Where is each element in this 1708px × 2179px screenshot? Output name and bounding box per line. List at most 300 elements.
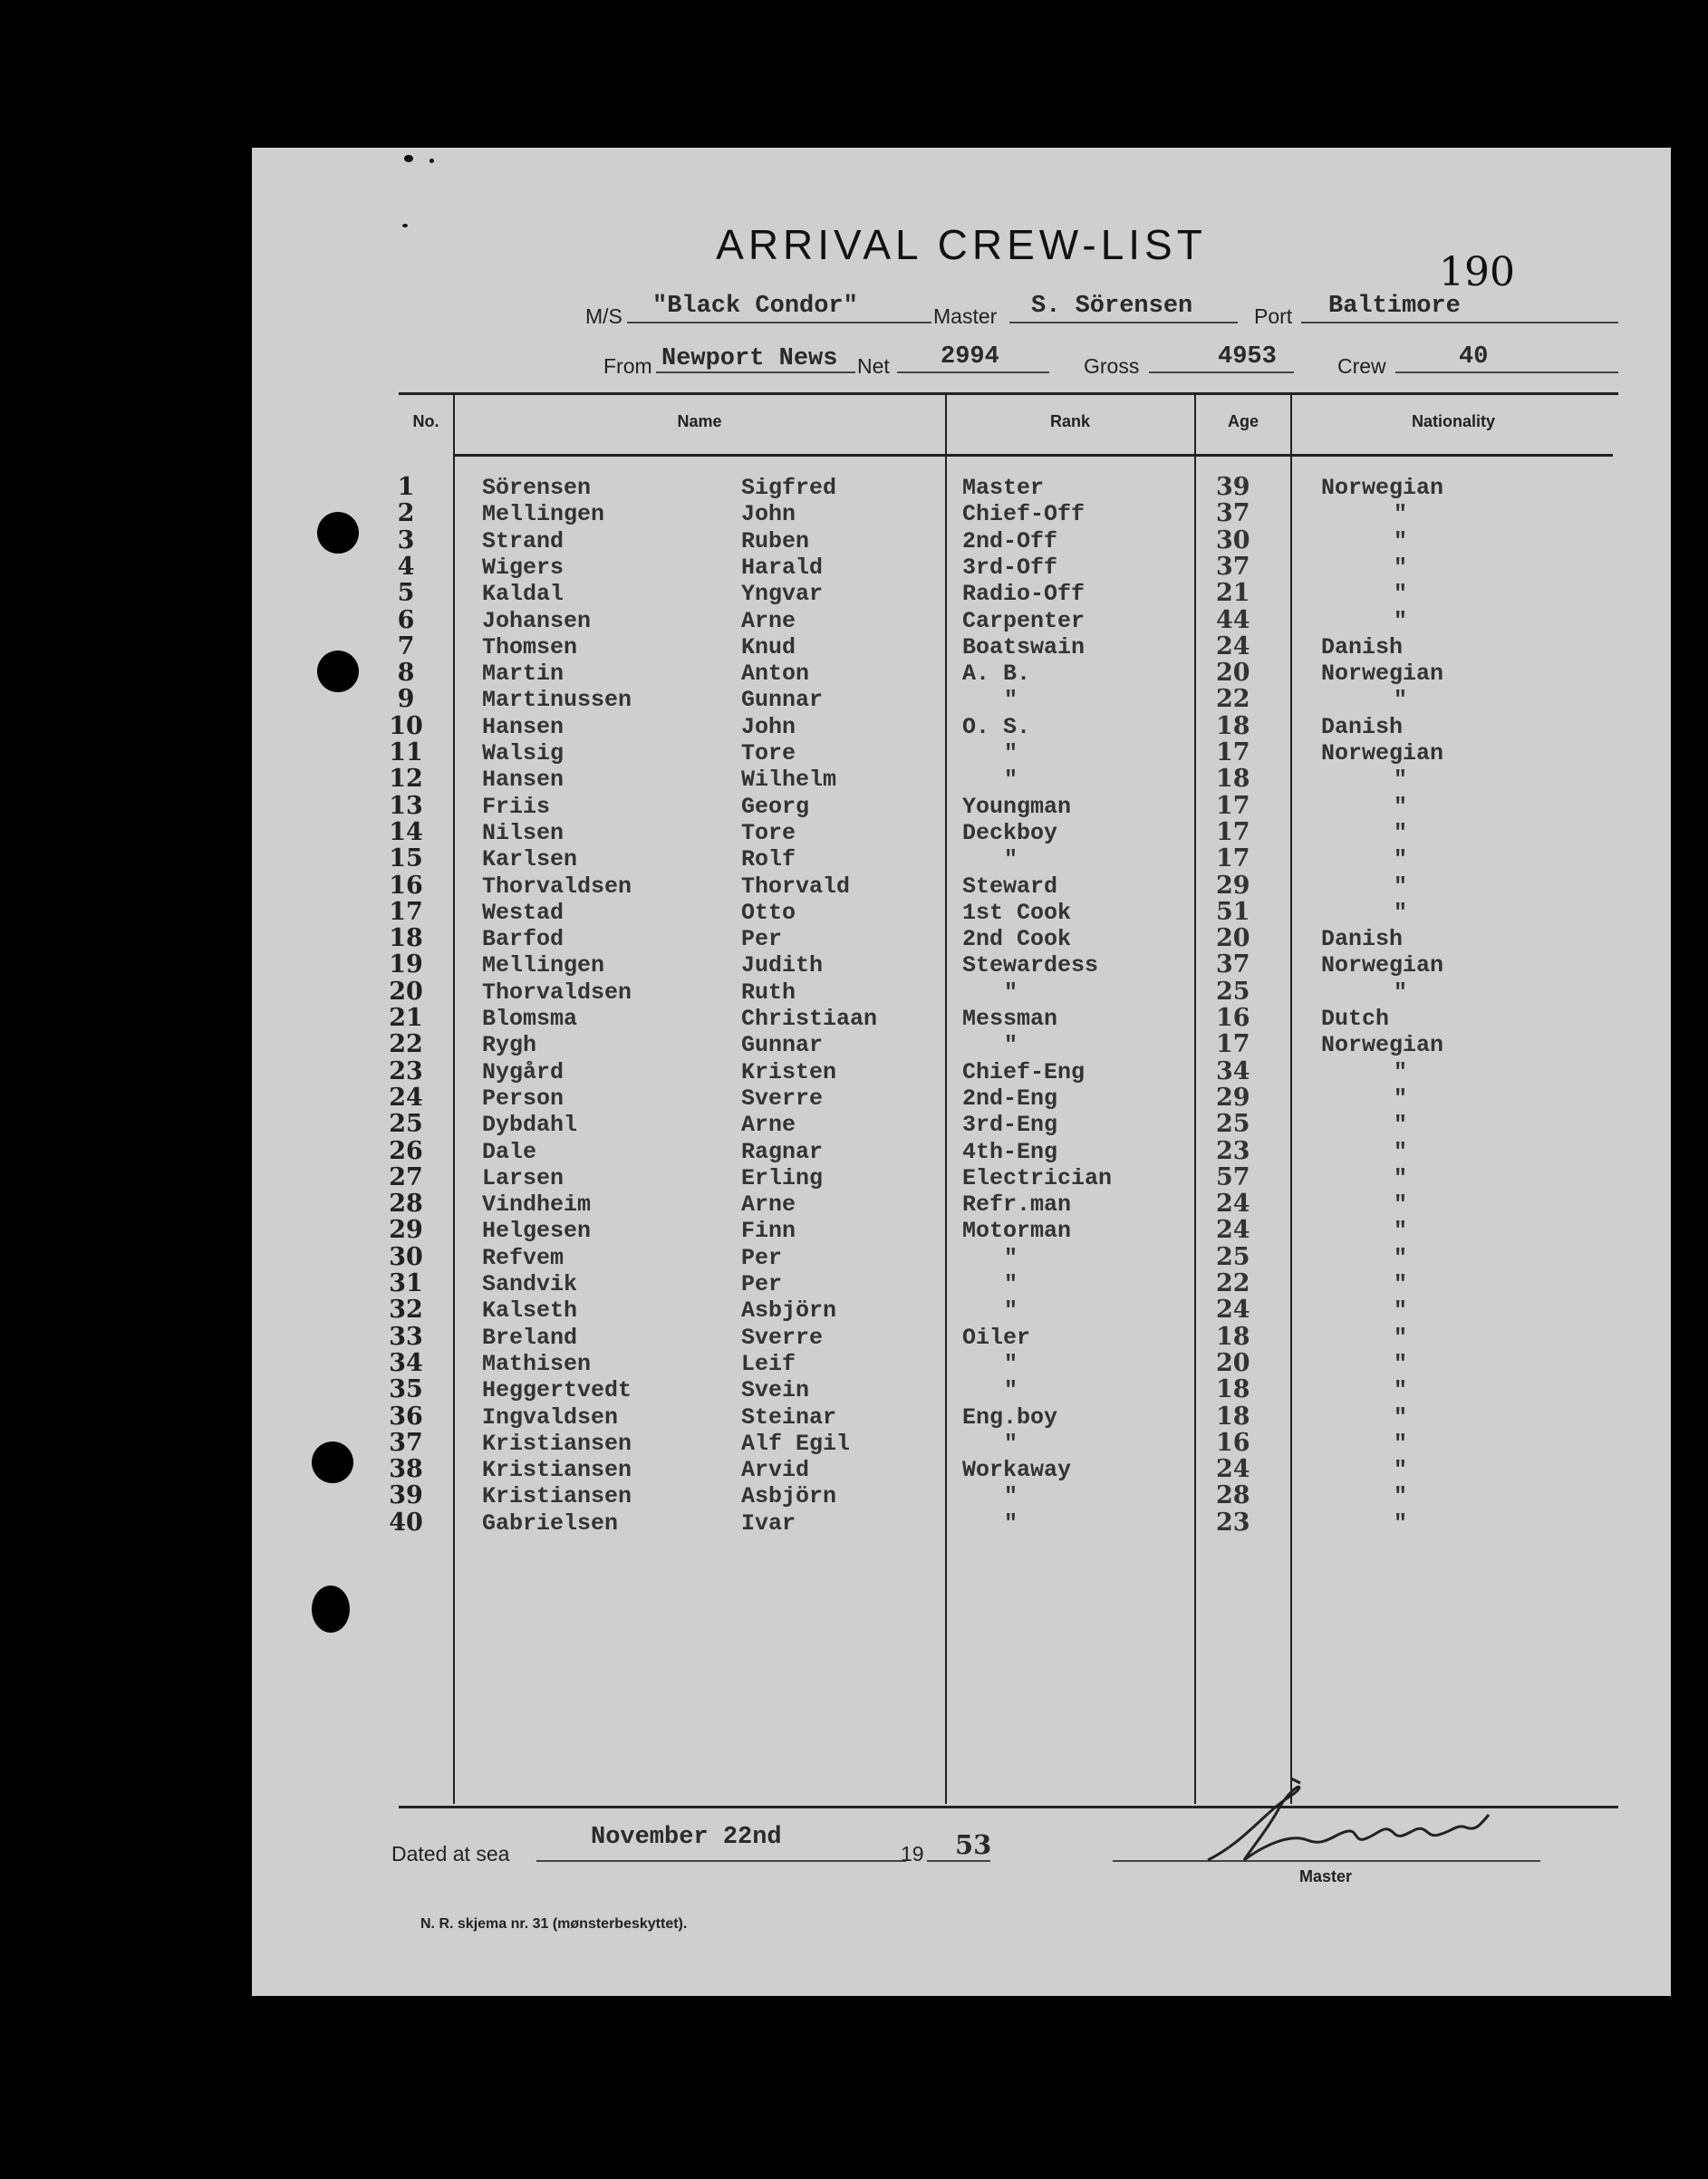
crew-surname: Karlsen xyxy=(482,846,578,873)
crew-surname: Friis xyxy=(482,793,551,820)
crew-row xyxy=(252,1110,1671,1139)
crew-rank: Messman xyxy=(962,1006,1058,1032)
row-number: 21 xyxy=(389,1004,423,1032)
crew-rank: Radio-Off xyxy=(962,581,1086,608)
crew-given-name: Erling xyxy=(741,1164,824,1191)
crew-given-name: Finn xyxy=(741,1218,796,1245)
crew-given-name: Georg xyxy=(741,793,810,820)
crew-surname: Hansen xyxy=(482,767,565,794)
crew-row xyxy=(252,1030,1671,1059)
master-signature xyxy=(1190,1760,1498,1878)
crew-rank: 2nd-Off xyxy=(962,527,1058,554)
crew-row xyxy=(252,712,1671,738)
crew-value: 40 xyxy=(1459,343,1489,371)
crew-row xyxy=(252,1349,1671,1375)
crew-given-name: Alf Egil xyxy=(741,1430,851,1457)
crew-nationality: " xyxy=(1394,1509,1408,1537)
crew-nationality: Danish xyxy=(1321,633,1404,660)
gross-label: Gross xyxy=(1084,354,1140,378)
crew-nationality: Norwegian xyxy=(1321,1032,1444,1059)
row-number: 33 xyxy=(389,1322,423,1351)
crew-surname: Kaldal xyxy=(482,581,565,608)
crew-age: 17 xyxy=(1216,844,1250,873)
crew-age: 24 xyxy=(1216,1455,1250,1484)
net-value: 2994 xyxy=(941,343,999,371)
crew-nationality: " xyxy=(1394,607,1408,634)
crew-nationality: Norwegian xyxy=(1321,660,1444,688)
crew-nationality: " xyxy=(1394,581,1408,608)
crew-rank: Stewardess xyxy=(962,952,1099,979)
crew-row xyxy=(252,1296,1671,1325)
crew-row xyxy=(252,924,1671,953)
crew-nationality: Danish xyxy=(1321,926,1404,953)
crew-row xyxy=(252,579,1671,608)
crew-nationality: " xyxy=(1394,1191,1408,1219)
crew-given-name: Otto xyxy=(741,899,796,926)
crew-rank: Boatswain xyxy=(962,633,1086,660)
crew-given-name: Arne xyxy=(741,607,796,634)
crew-rank: " xyxy=(1004,687,1018,714)
master-line xyxy=(1009,322,1238,323)
crew-row xyxy=(252,1004,1671,1030)
crew-nationality: " xyxy=(1394,1377,1408,1404)
crew-nationality: " xyxy=(1394,1297,1408,1325)
crew-surname: Martin xyxy=(482,660,565,688)
crew-rank: Refr.man xyxy=(962,1191,1072,1219)
crew-row xyxy=(252,765,1671,794)
row-number: 14 xyxy=(389,817,423,846)
crew-surname: Walsig xyxy=(482,740,565,767)
crew-rank: A. B. xyxy=(962,660,1031,688)
row-number: 28 xyxy=(389,1190,423,1219)
crew-row xyxy=(252,632,1671,659)
crew-age: 24 xyxy=(1216,1216,1250,1245)
crew-row xyxy=(252,1269,1671,1296)
table-top-rule xyxy=(399,392,1618,395)
crew-rank: 2nd-Eng xyxy=(962,1085,1058,1112)
crew-age: 18 xyxy=(1216,1402,1250,1431)
crew-surname: Vindheim xyxy=(482,1191,592,1219)
crew-nationality: " xyxy=(1394,1085,1408,1112)
punch-hole xyxy=(312,1441,353,1483)
row-number: 11 xyxy=(389,738,423,767)
crew-surname: Nygård xyxy=(482,1058,565,1085)
crew-given-name: Tore xyxy=(741,819,796,846)
crew-age: 25 xyxy=(1216,977,1250,1006)
crew-surname: Kalseth xyxy=(482,1297,578,1325)
crew-given-name: Anton xyxy=(741,660,810,688)
crew-row xyxy=(252,499,1671,528)
crew-rank: Deckboy xyxy=(962,819,1058,846)
crew-row xyxy=(252,553,1671,579)
crew-given-name: Arne xyxy=(741,1112,796,1139)
crew-row xyxy=(252,950,1671,977)
row-number: 16 xyxy=(389,871,423,900)
crew-given-name: Gunnar xyxy=(741,1032,824,1059)
crew-surname: Kristiansen xyxy=(482,1483,632,1510)
crew-given-name: Judith xyxy=(741,952,824,979)
row-number: 5 xyxy=(397,579,415,608)
row-number: 38 xyxy=(389,1455,423,1484)
crew-nationality: " xyxy=(1394,1218,1408,1245)
crew-rank: 2nd Cook xyxy=(962,926,1072,953)
crew-surname: Martinussen xyxy=(482,687,632,714)
crew-nationality: " xyxy=(1394,979,1408,1006)
crew-nationality: " xyxy=(1394,899,1408,926)
crew-given-name: Tore xyxy=(741,740,796,767)
crew-row xyxy=(252,818,1671,844)
crew-rank: Eng.boy xyxy=(962,1403,1058,1431)
crew-row xyxy=(252,1323,1671,1349)
crew-row xyxy=(252,872,1671,898)
crew-age: 37 xyxy=(1216,552,1250,581)
document-title: ARRIVAL CREW-LIST xyxy=(716,221,1207,268)
crew-row xyxy=(252,898,1671,924)
crew-nationality: " xyxy=(1394,767,1408,794)
crew-age: 24 xyxy=(1216,632,1250,660)
gross-line xyxy=(1149,371,1294,373)
crew-surname: Thorvaldsen xyxy=(482,979,632,1006)
crew-nationality: " xyxy=(1394,1403,1408,1431)
crew-nationality: " xyxy=(1394,687,1408,714)
crew-label: Crew xyxy=(1337,354,1386,378)
crew-rank: Chief-Off xyxy=(962,501,1086,528)
crew-surname: Rygh xyxy=(482,1032,537,1059)
crew-surname: Breland xyxy=(482,1324,578,1351)
crew-given-name: Steinar xyxy=(741,1403,837,1431)
row-number: 27 xyxy=(389,1162,423,1191)
crew-rank: Steward xyxy=(962,873,1058,900)
crew-nationality: " xyxy=(1394,1271,1408,1297)
page-number: 190 xyxy=(1439,249,1515,295)
crew-row xyxy=(252,1084,1671,1110)
crew-given-name: Gunnar xyxy=(741,687,824,714)
crew-rank: " xyxy=(1004,1509,1018,1537)
crew-rank: " xyxy=(1004,1350,1018,1377)
crew-rank: 1st Cook xyxy=(962,899,1072,926)
crew-rank: " xyxy=(1004,1377,1018,1404)
crew-given-name: Ruth xyxy=(741,979,796,1006)
crew-age: 18 xyxy=(1216,1375,1250,1404)
crew-age: 24 xyxy=(1216,1190,1250,1219)
crew-nationality: " xyxy=(1394,846,1408,873)
crew-age: 22 xyxy=(1216,1269,1250,1297)
crew-given-name: Per xyxy=(741,1271,783,1297)
crew-surname: Sandvik xyxy=(482,1271,578,1297)
crew-age: 17 xyxy=(1216,791,1250,820)
crew-given-name: Harald xyxy=(741,554,824,581)
vessel-line xyxy=(627,322,931,323)
row-number: 40 xyxy=(389,1508,423,1537)
crew-given-name: Asbjörn xyxy=(741,1483,837,1510)
crew-nationality: " xyxy=(1394,1430,1408,1457)
crew-age: 57 xyxy=(1216,1162,1250,1191)
crew-given-name: Ivar xyxy=(741,1509,796,1537)
row-number: 26 xyxy=(389,1136,423,1165)
crew-given-name: Christiaan xyxy=(741,1006,878,1032)
vessel-name: "Black Condor" xyxy=(652,293,858,320)
crew-row xyxy=(252,1137,1671,1163)
row-number: 22 xyxy=(389,1030,423,1059)
crew-rank: " xyxy=(1004,1032,1018,1059)
column-header-rank: Rank xyxy=(1049,412,1090,430)
crew-age: 34 xyxy=(1216,1056,1250,1085)
port-line xyxy=(1301,322,1618,323)
crew-rank: Carpenter xyxy=(962,607,1086,634)
from-label: From xyxy=(603,354,652,378)
crew-nationality: " xyxy=(1394,1112,1408,1139)
master-signature-label: Master xyxy=(1299,1867,1353,1885)
crew-given-name: Ruben xyxy=(741,527,810,554)
from-value: Newport News xyxy=(661,345,838,372)
crew-nationality: Norwegian xyxy=(1321,475,1444,501)
row-number: 13 xyxy=(389,791,423,820)
net-label: Net xyxy=(857,354,890,378)
crew-age: 25 xyxy=(1216,1110,1250,1139)
crew-rank: " xyxy=(1004,740,1018,767)
crew-age: 17 xyxy=(1216,738,1250,767)
crew-surname: Mathisen xyxy=(482,1350,592,1377)
crew-given-name: Sverre xyxy=(741,1324,824,1351)
crew-age: 20 xyxy=(1216,924,1250,953)
crew-surname: Mellingen xyxy=(482,952,605,979)
master-label: Master xyxy=(933,304,998,328)
crew-row xyxy=(252,1481,1671,1508)
row-number: 24 xyxy=(389,1083,423,1112)
crew-nationality: " xyxy=(1394,1483,1408,1510)
date-value: November 22nd xyxy=(591,1824,782,1851)
row-number: 30 xyxy=(389,1242,423,1271)
crew-age: 18 xyxy=(1216,1322,1250,1351)
crew-given-name: John xyxy=(741,713,796,740)
row-number: 23 xyxy=(389,1056,423,1085)
crew-age: 30 xyxy=(1216,525,1250,554)
port-label: Port xyxy=(1254,304,1293,328)
crew-given-name: Sverre xyxy=(741,1085,824,1112)
crew-row xyxy=(252,526,1671,553)
crew-surname: Thomsen xyxy=(482,633,578,660)
punch-hole xyxy=(317,512,359,554)
crew-given-name: Leif xyxy=(741,1350,796,1377)
crew-nationality: " xyxy=(1394,793,1408,820)
year-line xyxy=(927,1860,990,1862)
row-number: 12 xyxy=(389,765,423,794)
crew-age: 29 xyxy=(1216,1083,1250,1112)
crew-nationality: Danish xyxy=(1321,713,1404,740)
row-number: 25 xyxy=(389,1110,423,1139)
crew-nationality: " xyxy=(1394,1324,1408,1351)
crew-surname: Hansen xyxy=(482,713,565,740)
crew-given-name: Svein xyxy=(741,1377,810,1404)
master-name: S. Sörensen xyxy=(1031,293,1193,320)
crew-rank: 3rd-Off xyxy=(962,554,1058,581)
crew-row xyxy=(252,1190,1671,1219)
crew-surname: Wigers xyxy=(482,554,565,581)
row-number: 7 xyxy=(397,632,415,660)
crew-row xyxy=(252,1243,1671,1269)
crew-surname: Blomsma xyxy=(482,1006,578,1032)
crew-given-name: Thorvald xyxy=(741,873,851,900)
crew-row xyxy=(252,1429,1671,1455)
crew-age: 18 xyxy=(1216,765,1250,794)
crew-surname: Gabrielsen xyxy=(482,1509,619,1537)
crew-rank: 3rd-Eng xyxy=(962,1112,1058,1139)
crew-nationality: " xyxy=(1394,1244,1408,1271)
crew-age: 23 xyxy=(1216,1508,1250,1537)
crew-rank: " xyxy=(1004,767,1018,794)
crew-nationality: " xyxy=(1394,1350,1408,1377)
crew-rank: Oiler xyxy=(962,1324,1031,1351)
crew-age: 28 xyxy=(1216,1481,1250,1510)
crew-age: 24 xyxy=(1216,1296,1250,1325)
crew-age: 21 xyxy=(1216,579,1250,608)
crew-age: 16 xyxy=(1216,1428,1250,1457)
port-value: Baltimore xyxy=(1328,293,1461,320)
crew-rank: Workaway xyxy=(962,1457,1072,1484)
crew-given-name: Knud xyxy=(741,633,796,660)
crew-row xyxy=(252,1509,1671,1535)
row-number: 39 xyxy=(389,1481,423,1510)
dated-label: Dated at sea xyxy=(391,1842,510,1866)
crew-rank: Chief-Eng xyxy=(962,1058,1086,1085)
form-note: N. R. skjema nr. 31 (mønsterbeskyttet). xyxy=(420,1916,688,1932)
crew-age: 25 xyxy=(1216,1242,1250,1271)
crew-nationality: " xyxy=(1394,554,1408,581)
row-number: 29 xyxy=(389,1216,423,1245)
row-number: 15 xyxy=(389,844,423,873)
crew-rank: " xyxy=(1004,1271,1018,1297)
year-value: 53 xyxy=(955,1829,992,1860)
crew-rank: " xyxy=(1004,1244,1018,1271)
crew-rank: " xyxy=(1004,846,1018,873)
crew-row xyxy=(252,978,1671,1004)
crew-given-name: Per xyxy=(741,1244,783,1271)
crew-age: 18 xyxy=(1216,711,1250,740)
crew-nationality: Norwegian xyxy=(1321,952,1444,979)
table-header-rule xyxy=(453,454,1613,457)
crew-given-name: Ragnar xyxy=(741,1138,824,1165)
year-prefix: 19 xyxy=(901,1842,924,1866)
crew-rank: 4th-Eng xyxy=(962,1138,1058,1165)
date-line xyxy=(536,1860,906,1862)
crew-given-name: John xyxy=(741,501,796,528)
row-number: 1 xyxy=(397,473,415,501)
crew-given-name: Arne xyxy=(741,1191,796,1219)
crew-nationality: " xyxy=(1394,501,1408,528)
crew-nationality: " xyxy=(1394,873,1408,900)
crew-age: 22 xyxy=(1216,685,1250,714)
crew-list-sheet xyxy=(252,148,1671,1996)
crew-surname: Barfod xyxy=(482,926,565,953)
column-header-no: No. xyxy=(412,412,439,430)
crew-given-name: Kristen xyxy=(741,1058,837,1085)
paper-speck xyxy=(429,159,434,163)
crew-rank: " xyxy=(1004,1483,1018,1510)
row-number: 37 xyxy=(389,1428,423,1457)
row-number: 9 xyxy=(397,685,415,714)
crew-given-name: Asbjörn xyxy=(741,1297,837,1325)
crew-row xyxy=(252,685,1671,714)
crew-rank: O. S. xyxy=(962,713,1031,740)
crew-nationality: " xyxy=(1394,1138,1408,1165)
row-number: 35 xyxy=(389,1375,423,1404)
crew-rank: " xyxy=(1004,979,1018,1006)
crew-rank: Youngman xyxy=(962,793,1072,820)
crew-surname: Sörensen xyxy=(482,475,592,501)
row-number: 3 xyxy=(397,525,415,554)
crew-age: 17 xyxy=(1216,817,1250,846)
crew-age: 16 xyxy=(1216,1004,1250,1032)
crew-surname: Thorvaldsen xyxy=(482,873,632,900)
row-number: 10 xyxy=(389,711,423,740)
row-number: 2 xyxy=(397,499,415,528)
crew-surname: Strand xyxy=(482,527,565,554)
crew-row xyxy=(252,738,1671,765)
crew-given-name: Yngvar xyxy=(741,581,824,608)
row-number: 32 xyxy=(389,1296,423,1325)
gross-value: 4953 xyxy=(1218,343,1277,371)
net-line xyxy=(897,371,1049,373)
paper-speck xyxy=(404,155,413,162)
crew-surname: Kristiansen xyxy=(482,1430,632,1457)
crew-surname: Larsen xyxy=(482,1164,565,1191)
crew-given-name: Per xyxy=(741,926,783,953)
crew-given-name: Rolf xyxy=(741,846,796,873)
crew-rank: " xyxy=(1004,1430,1018,1457)
row-number: 31 xyxy=(389,1269,423,1297)
crew-surname: Mellingen xyxy=(482,501,605,528)
crew-nationality: " xyxy=(1394,1457,1408,1484)
crew-age: 37 xyxy=(1216,499,1250,528)
crew-nationality: " xyxy=(1394,527,1408,554)
row-number: 34 xyxy=(389,1348,423,1377)
crew-given-name: Wilhelm xyxy=(741,767,837,794)
crew-line xyxy=(1395,371,1618,373)
crew-row xyxy=(252,1057,1671,1084)
crew-rank: " xyxy=(1004,1297,1018,1325)
crew-rank: Master xyxy=(962,475,1045,501)
crew-row xyxy=(252,1163,1671,1190)
crew-nationality: Dutch xyxy=(1321,1006,1390,1032)
punch-hole xyxy=(317,651,359,692)
punch-hole xyxy=(312,1586,350,1633)
row-number: 20 xyxy=(389,977,423,1006)
crew-surname: Johansen xyxy=(482,607,592,634)
crew-surname: Heggertvedt xyxy=(482,1377,632,1404)
crew-age: 29 xyxy=(1216,871,1250,900)
crew-surname: Person xyxy=(482,1085,565,1112)
crew-age: 17 xyxy=(1216,1030,1250,1059)
crew-surname: Ingvaldsen xyxy=(482,1403,619,1431)
crew-surname: Kristiansen xyxy=(482,1457,632,1484)
row-number: 4 xyxy=(397,552,415,581)
row-number: 36 xyxy=(389,1402,423,1431)
crew-age: 20 xyxy=(1216,659,1250,688)
crew-nationality: " xyxy=(1394,819,1408,846)
vessel-label: M/S xyxy=(585,304,622,328)
crew-age: 23 xyxy=(1216,1136,1250,1165)
row-number: 17 xyxy=(389,897,423,926)
crew-nationality: " xyxy=(1394,1058,1408,1085)
row-number: 6 xyxy=(397,605,415,634)
crew-row xyxy=(252,1375,1671,1402)
crew-age: 39 xyxy=(1216,473,1250,501)
crew-surname: Dybdahl xyxy=(482,1112,578,1139)
crew-row xyxy=(252,659,1671,688)
column-header-age: Age xyxy=(1227,412,1259,430)
crew-row xyxy=(252,1455,1671,1484)
crew-row xyxy=(252,473,1671,499)
